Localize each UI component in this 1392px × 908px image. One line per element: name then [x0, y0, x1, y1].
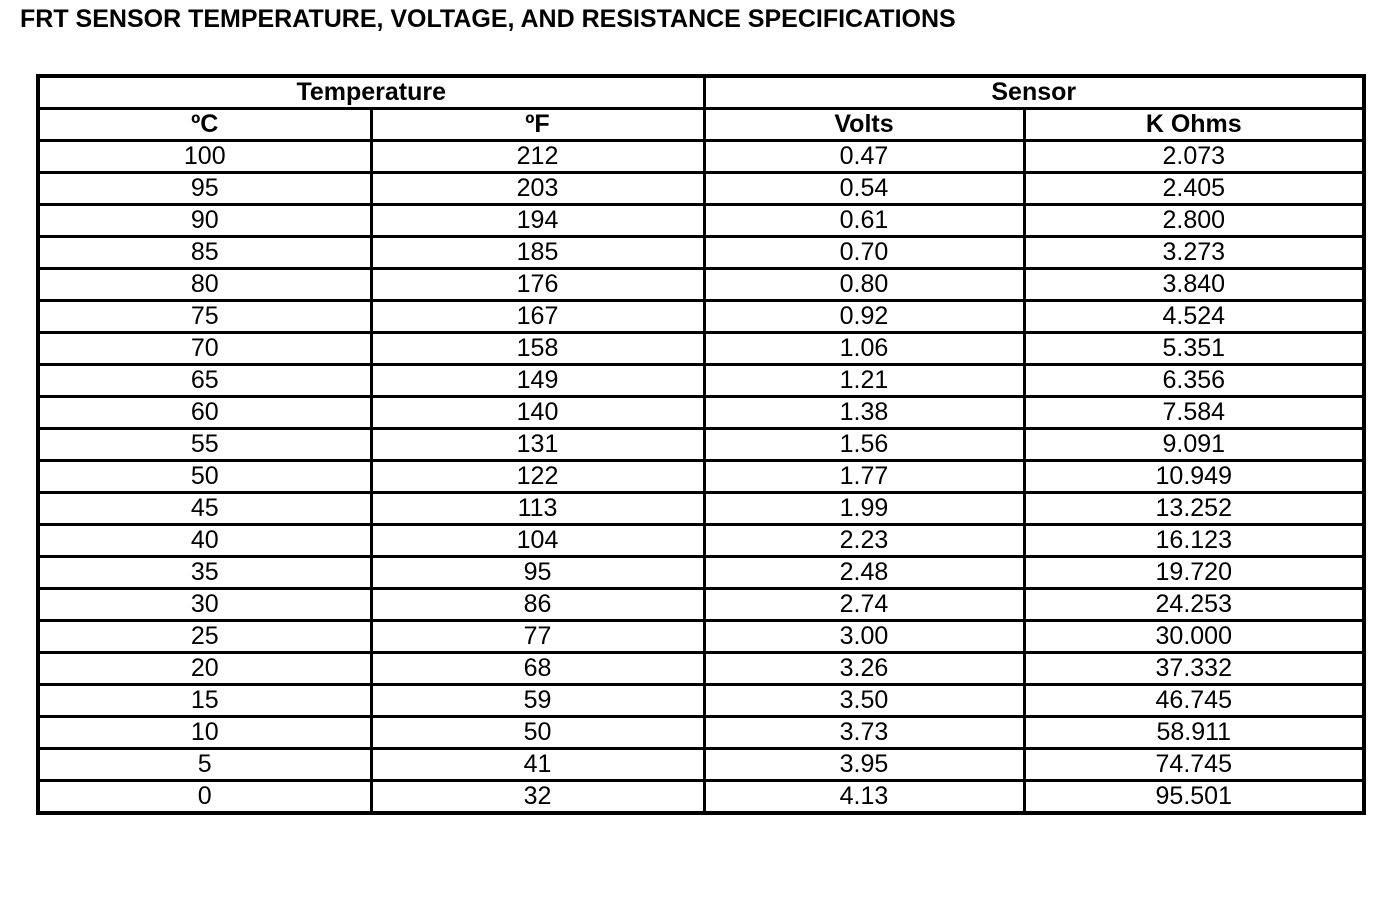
cell-kohms: 7.584 [1024, 397, 1364, 429]
group-header-row [38, 76, 1364, 109]
table-row [38, 557, 1364, 589]
cell-kohms: 19.720 [1024, 557, 1364, 589]
cell-celsius: 0 [38, 781, 371, 814]
cell-fahrenheit: 131 [371, 429, 704, 461]
cell-volts: 0.80 [704, 269, 1024, 301]
table-row [38, 365, 1364, 397]
cell-kohms: 37.332 [1024, 653, 1364, 685]
cell-fahrenheit: 41 [371, 749, 704, 781]
cell-celsius: 45 [38, 493, 371, 525]
cell-fahrenheit: 194 [371, 205, 704, 237]
cell-kohms: 4.524 [1024, 301, 1364, 333]
cell-kohms: 58.911 [1024, 717, 1364, 749]
cell-kohms: 46.745 [1024, 685, 1364, 717]
cell-volts: 3.50 [704, 685, 1024, 717]
cell-celsius: 80 [38, 269, 371, 301]
cell-fahrenheit: 59 [371, 685, 704, 717]
column-header-celsius: ºC [38, 109, 371, 141]
cell-kohms: 3.840 [1024, 269, 1364, 301]
cell-kohms: 13.252 [1024, 493, 1364, 525]
cell-fahrenheit: 86 [371, 589, 704, 621]
table-row [38, 141, 1364, 173]
cell-celsius: 60 [38, 397, 371, 429]
table-row [38, 205, 1364, 237]
table-row [38, 685, 1364, 717]
cell-volts: 1.06 [704, 333, 1024, 365]
spec-table [36, 74, 1366, 815]
cell-kohms: 2.405 [1024, 173, 1364, 205]
table-row [38, 429, 1364, 461]
cell-fahrenheit: 113 [371, 493, 704, 525]
cell-fahrenheit: 95 [371, 557, 704, 589]
cell-fahrenheit: 167 [371, 301, 704, 333]
table-row [38, 397, 1364, 429]
table-row [38, 749, 1364, 781]
cell-kohms: 74.745 [1024, 749, 1364, 781]
cell-celsius: 50 [38, 461, 371, 493]
cell-fahrenheit: 149 [371, 365, 704, 397]
cell-volts: 4.13 [704, 781, 1024, 814]
table-row [38, 781, 1364, 814]
cell-volts: 2.48 [704, 557, 1024, 589]
table-row [38, 461, 1364, 493]
table-row [38, 589, 1364, 621]
table-row [38, 653, 1364, 685]
cell-celsius: 10 [38, 717, 371, 749]
table-row [38, 493, 1364, 525]
table-row [38, 621, 1364, 653]
cell-celsius: 70 [38, 333, 371, 365]
group-header-sensor: Sensor [704, 76, 1364, 109]
cell-celsius: 30 [38, 589, 371, 621]
cell-fahrenheit: 203 [371, 173, 704, 205]
cell-volts: 3.00 [704, 621, 1024, 653]
cell-volts: 3.95 [704, 749, 1024, 781]
cell-fahrenheit: 104 [371, 525, 704, 557]
cell-celsius: 15 [38, 685, 371, 717]
cell-celsius: 20 [38, 653, 371, 685]
cell-celsius: 95 [38, 173, 371, 205]
cell-kohms: 30.000 [1024, 621, 1364, 653]
cell-fahrenheit: 176 [371, 269, 704, 301]
cell-kohms: 5.351 [1024, 333, 1364, 365]
cell-kohms: 2.800 [1024, 205, 1364, 237]
cell-celsius: 35 [38, 557, 371, 589]
cell-fahrenheit: 185 [371, 237, 704, 269]
group-header-temperature: Temperature [38, 76, 704, 109]
cell-celsius: 90 [38, 205, 371, 237]
cell-volts: 1.99 [704, 493, 1024, 525]
cell-volts: 0.47 [704, 141, 1024, 173]
cell-volts: 1.38 [704, 397, 1024, 429]
cell-kohms: 6.356 [1024, 365, 1364, 397]
cell-volts: 3.26 [704, 653, 1024, 685]
cell-volts: 2.23 [704, 525, 1024, 557]
table-row [38, 525, 1364, 557]
cell-kohms: 24.253 [1024, 589, 1364, 621]
table-row [38, 173, 1364, 205]
column-header-fahrenheit: ºF [371, 109, 704, 141]
cell-celsius: 25 [38, 621, 371, 653]
cell-kohms: 95.501 [1024, 781, 1364, 814]
cell-volts: 0.54 [704, 173, 1024, 205]
cell-celsius: 75 [38, 301, 371, 333]
cell-celsius: 55 [38, 429, 371, 461]
cell-celsius: 40 [38, 525, 371, 557]
cell-volts: 1.21 [704, 365, 1024, 397]
cell-volts: 0.61 [704, 205, 1024, 237]
cell-volts: 1.77 [704, 461, 1024, 493]
cell-volts: 2.74 [704, 589, 1024, 621]
table-row [38, 333, 1364, 365]
cell-fahrenheit: 212 [371, 141, 704, 173]
cell-volts: 1.56 [704, 429, 1024, 461]
cell-volts: 0.92 [704, 301, 1024, 333]
cell-fahrenheit: 140 [371, 397, 704, 429]
cell-celsius: 100 [38, 141, 371, 173]
column-header-volts: Volts [704, 109, 1024, 141]
cell-volts: 0.70 [704, 237, 1024, 269]
column-header-row [38, 109, 1364, 141]
cell-fahrenheit: 158 [371, 333, 704, 365]
cell-fahrenheit: 32 [371, 781, 704, 814]
table-row [38, 717, 1364, 749]
cell-volts: 3.73 [704, 717, 1024, 749]
cell-kohms: 3.273 [1024, 237, 1364, 269]
cell-celsius: 85 [38, 237, 371, 269]
cell-kohms: 10.949 [1024, 461, 1364, 493]
cell-kohms: 2.073 [1024, 141, 1364, 173]
cell-celsius: 5 [38, 749, 371, 781]
page-title: FRT SENSOR TEMPERATURE, VOLTAGE, AND RESISTANCE SPECIFICATIONS [20, 5, 956, 33]
table-body [38, 141, 1364, 814]
table-row [38, 237, 1364, 269]
cell-celsius: 65 [38, 365, 371, 397]
cell-fahrenheit: 122 [371, 461, 704, 493]
cell-fahrenheit: 50 [371, 717, 704, 749]
cell-kohms: 16.123 [1024, 525, 1364, 557]
cell-fahrenheit: 77 [371, 621, 704, 653]
table-row [38, 301, 1364, 333]
column-header-kohms: K Ohms [1024, 109, 1364, 141]
cell-kohms: 9.091 [1024, 429, 1364, 461]
cell-fahrenheit: 68 [371, 653, 704, 685]
table-row [38, 269, 1364, 301]
